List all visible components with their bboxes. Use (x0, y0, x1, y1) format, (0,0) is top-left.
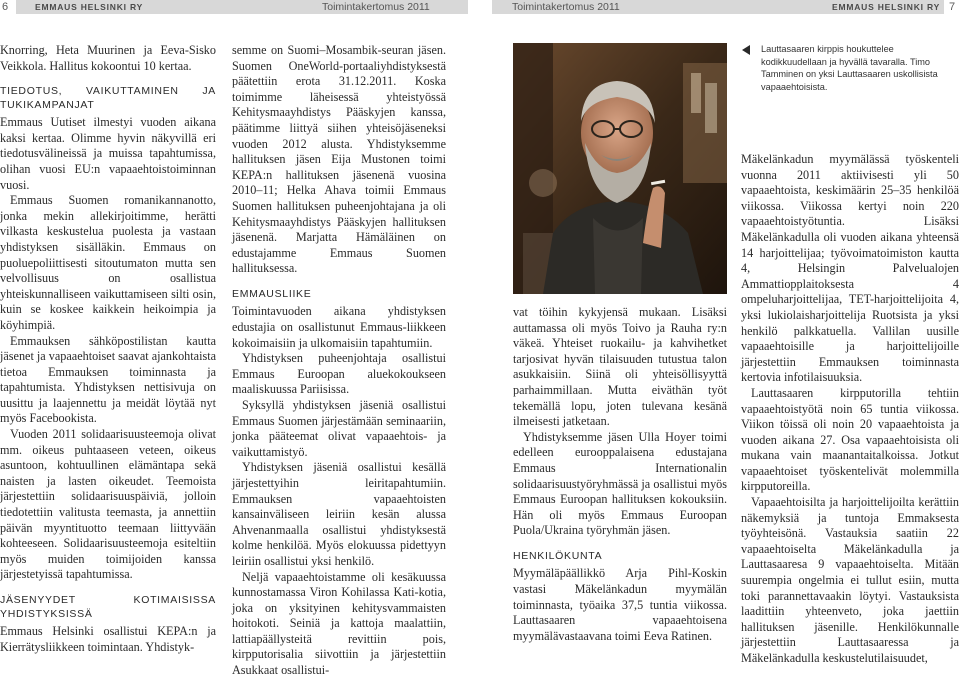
paragraph: Yhdistyksen jäseniä osallistui kesällä järjestettyihin leiritapahtumiin. Emmauksen vapaaehtoisten kansainväliseen leiriin kesän alussa Ahvenanmaalla osallistui yhdistyksestä kolme henkilöä. Myös elokuussa pidettyyn leiriin osallistui yksi henkilö. (232, 460, 446, 568)
section-heading: TIEDOTUS, VAIKUTTAMINEN JA TUKIKAMPANJAT (0, 85, 216, 111)
paragraph: Knorring, Heta Muurinen ja Eeva-Sisko Veikkola. Hallitus kokoontui 10 kertaa. (0, 43, 216, 73)
paragraph: Vapaaehtoisilta ja harjoittelijoilta kerättiin näkemyksiä ja tuntoja Emmaksesta työyhteisönä. Vastauksia saatiin 22 vapaaehtoiselta Mäkelänkadulla ja Lauttasaaresa 9 vapaaehtoiselta. Mitään suurempia ongelmia ei tullut esiin, mutta toki parannettavaakin löytyi. Vastauksista laadittiin yhteenveto, joka jaettiin hallituksen jäsenille. Henkilökunnalle järjestettiin Lauttasaaressa ja Mäkelänkadulla keskustelutilaisuudet, (741, 495, 959, 665)
paragraph: semme on Suomi–Mosambik-seuran jäsen. Suomen OneWorld-portaaliyhdistyksestä päätettiin erota 31.12.2011. Koska toimimme läheisessä yhteistyössä Kehitysmaayhdistys Pääskyjen kanssa, päätimme liittyä siihen yhteisöjäseneksi vuoden 2012 alusta. Yhdistyksemme hallituksen jäsen Eija Mustonen toimi KEPA:n hallituksen jäsenenä vuosina 2010–11; Helka Ahava toimii Emmaus Suomen hallituksen puheenjohtajana ja oli Kehitysmaayhdistys Pääskyjen hallituksen jäsenenä. Marjatta Hämäläinen on edustajamme Emmaus Suomen hallituksessa. (232, 43, 446, 276)
paragraph: Emmaus Uutiset ilmestyi vuoden aikana kaksi kertaa. Olimme hyvin näkyvillä eri tiedotusvälineissä ja muissa tapahtumissa, olihan vuosi EU:n vapaaehtoistoiminnan vuosi. (0, 115, 216, 192)
photo-caption (742, 43, 958, 93)
paragraph: Yhdistyksemme jäsen Ulla Hoyer toimi edelleen eurooppalaisena edustajana Emmaus Internationalin solidaarisuustyöryhmässä ja osallistui myös Emmaus Euroopan hallituksen kokouksiin. Hän oli myös Emmaus Euroopan Puola/Ukraina työryhmän jäsen. (513, 429, 727, 538)
text-column-4 (741, 152, 959, 667)
text-column-2 (232, 43, 446, 679)
paragraph: Neljä vapaaehtoistamme oli kesäkuussa kunnostamassa Viron Kohilassa Kati-kotia, joka on yksityinen kehitysvammaisten hoitokoti. Seiniä ja kattoja maalattiin, lattiapäällysteitä revittiin pois, kirpputorisalia siivottiin ja järjestettiin Asukkaat osallistui- (232, 569, 446, 678)
paragraph: Yhdistyksen puheenjohtaja osallistui Emmaus Euroopan aluekokoukseen maaliskuussa Pariisissa. (232, 351, 446, 397)
caption-text: Lauttasaaren kirppis houkuttelee kodikkuudellaan ja hyvällä tavaralla. Timo Tamminen on yksi Lauttasaaren uskollisista vapaaehtoisista. (761, 44, 938, 92)
paragraph: Vuoden 2011 solidaarisuusteemoja olivat mm. oikeus puhtaaseen veteen, oikeus asuntoon, kohtuullinen elämäntapa sekä naisten ja lasten oikeudet. Teemoista järjestettiin solidaarisuuspäiviä, jolloin tiedotettiin valitusta teemasta, ja annettiin päivän myyntituotto teemaan liittyvään kohteeseen. Solidaarisuusteemoja esiteltiin myös muiden toimijoiden kanssa järjestetyissä tapahtumissa. (0, 427, 216, 582)
header-publication-right: Toimintakertomus 2011 (512, 1, 620, 13)
paragraph: Emmaus Helsinki osallistui KEPA:n ja Kierrätysliikkeen toimintaan. Yhdistyk- (0, 624, 216, 654)
header-publication-left: Toimintakertomus 2011 (322, 1, 430, 13)
paragraph: Myymäläpäällikkö Arja Pihl-Koskin vastasi Mäkelänkadun myymälän toiminnasta, työaika 37,5 tuntia viikossa. Lauttasaaren vapaaehtoisena myymälävastaavana toimi Eeva Ratinen. (513, 566, 727, 643)
arrow-left-icon (742, 45, 750, 55)
header-org-left: EMMAUS HELSINKI RY (35, 2, 144, 12)
paragraph: Lauttasaaren kirpputorilla tehtiin vapaaehtoistyötä noin 65 tuntia viikossa. Viikon töissä oli noin 20 vapaaehtoista ja vuoden aikana 27. Osa vapaaehtoisista oli mukana vain maanantaitalkoissa. Jotkut vapaaehtoiset työskentelivät molemmilla kirpputoreilla. (741, 385, 959, 494)
paragraph: vat töihin kykyjensä mukaan. Lisäksi auttamassa oli myös Toivo ja Rauha ry:n väkeä. Yhteiset ruokailu- ja kahvihetket tarjosivat hyvän tilaisuuden tutustua talon asukkaisiin. Siinä oli yhteisöllisyyttä parhaimmillaan. Mutta eiväthän työt tekemällä lopu, joten tulevana kesänä ilmeisesti jatketaan. (513, 305, 727, 429)
paragraph: Emmaus Suomen romanikannanotto, jonka mekin allekirjoitimme, herätti vilkasta keskustelua puolesta ja vastaan yhdistyksen sisälläkin. Emmaus on puoluepoliittisesti sitoutumaton mutta sen velvollisuus on osallistua yhteiskunnalliseen vaikuttamiseen silti osin, kuin se koskee kaikkein heikoimpia ja köyhimpiä. (0, 193, 216, 332)
page-number-right: 7 (944, 0, 960, 14)
portrait-illustration (513, 43, 727, 294)
page-number-left: 6 (0, 0, 16, 14)
paragraph: Mäkelänkadun myymälässä työskenteli vuonna 2011 aktiivisesti yli 50 vapaaehtoista, keskimäärin 25–35 henkilöä viikossa. Viikossa kertyi noin 220 vapaaehtoistyötuntia. Lisäksi Mäkelänkadulla oli vuoden aikana yhteensä 14 harjoittelijaa; työvoimatoimiston kautta 4, Helsingin Palvelualojen Ammattiopplaitoksesta 4 ompeluharjoittelijaa, TET-harjoittelijoita 4, yksi lukiolaisharjoittelija Ruotsista ja yksi henkilö palkkatuella. Vallilan uusille vapaaehtoisille ja harjoittelijoille järjestettiin Emmauksen toiminnasta kertovia infotilaisuuksia. (741, 152, 959, 385)
paragraph: Syksyllä yhdistyksen jäseniä osallistui Emmaus Suomen järjestämään seminaariin, jonka pääteemat olivat vapaaehtois- ja vaikuttamistyö. (232, 397, 446, 459)
volunteer-photo (513, 43, 727, 294)
header-org-right: EMMAUS HELSINKI RY (832, 2, 941, 12)
section-heading: HENKILÖKUNTA (513, 549, 603, 562)
paragraph: Emmauksen sähköpostilistan kautta jäsenet ja vapaaehtoiset saavat ajankohtaista tietoa Emmauksen toiminnasta ja tapahtumista. Yhdistyksen nettisivuja on uusittu ja laajennettu ja meidät löytää nyt myös Facebookista. (0, 333, 216, 426)
paragraph: Toimintavuoden aikana yhdistyksen edustajia on osallistunut Emmaus-liikkeen kokoimaisiin ja ulkomaisiin tapahtumiin. (232, 304, 446, 350)
section-heading: JÄSENYYDET KOTIMAISISSA YHDISTYKSISSÄ (0, 594, 216, 620)
text-column-1 (0, 43, 216, 655)
section-heading: EMMAUSLIIKE (232, 287, 312, 300)
text-column-3 (513, 305, 727, 644)
